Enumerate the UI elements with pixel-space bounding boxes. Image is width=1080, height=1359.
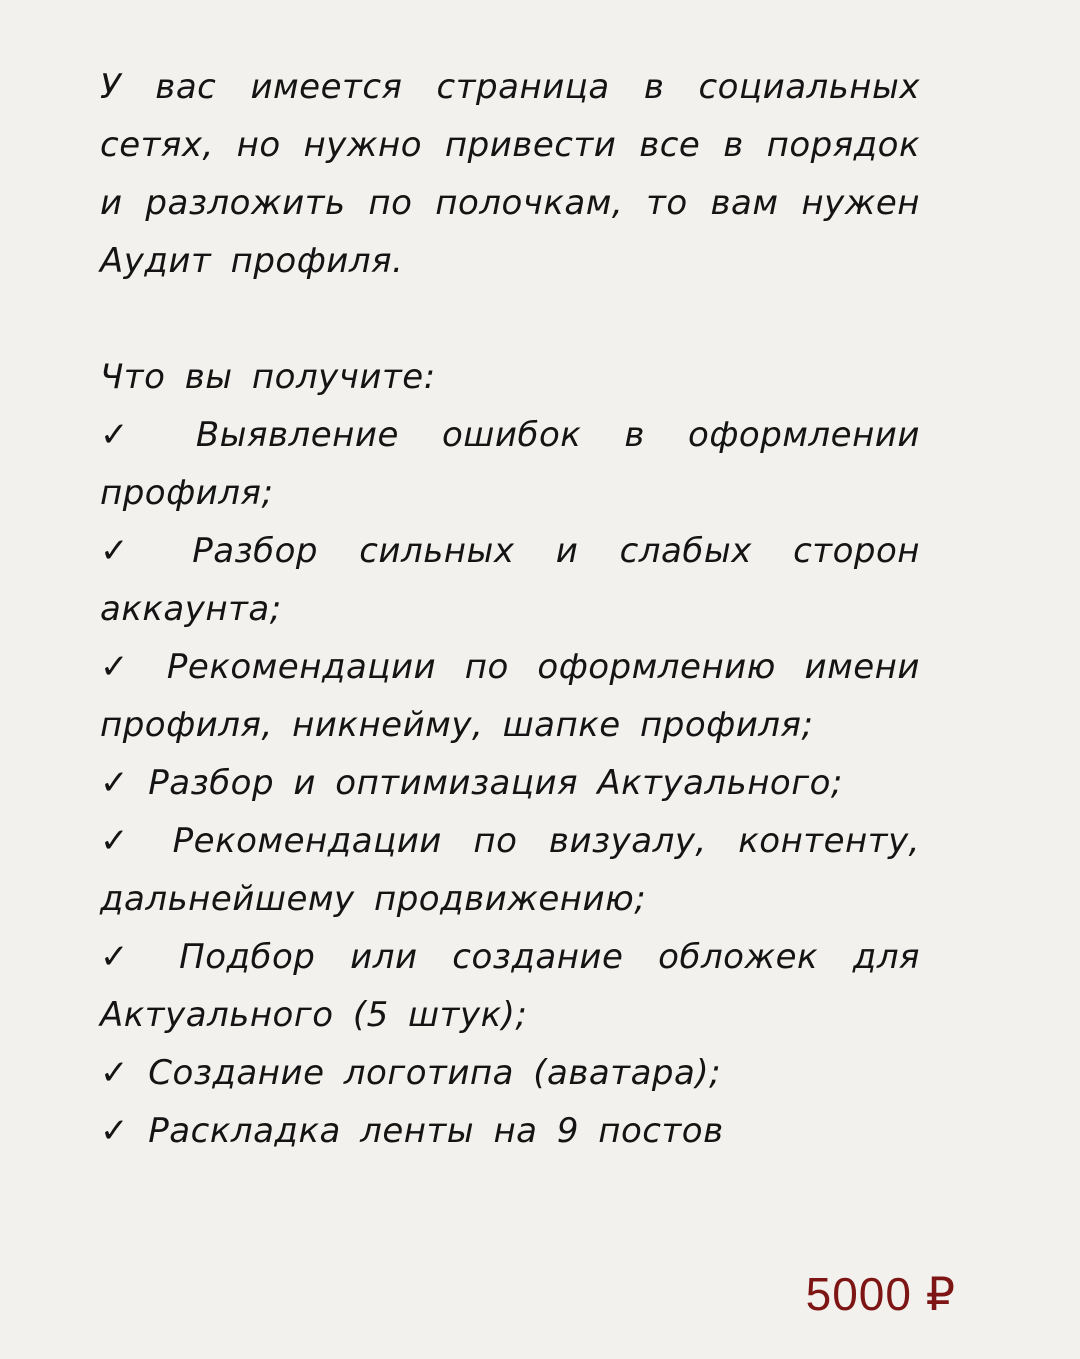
list-item: ✓ Подбор или создание обложек для Актуального (5 штук); <box>100 937 920 1035</box>
offer-text <box>100 58 920 1160</box>
list-item: ✓ Создание логотипа (аватара); <box>100 1053 722 1093</box>
list-item: ✓ Выявление ошибок в оформлении профиля; <box>100 415 920 513</box>
list-item: ✓ Разбор и оптимизация Актуального; <box>100 763 843 803</box>
list-item: ✓ Разбор сильных и слабых сторон аккаунта; <box>100 531 920 629</box>
intro-paragraph: У вас имеется страница в социальных сетях, но нужно привести все в порядок и разложить по полочкам, то вам нужен Аудит профиля. <box>100 67 920 281</box>
list-item: ✓ Рекомендации по визуалу, контенту, дальнейшему продвижению; <box>100 821 920 919</box>
list-item: ✓ Раскладка ленты на 9 постов <box>100 1111 724 1151</box>
list-title: Что вы получите: <box>100 357 436 397</box>
paragraph-gap <box>100 290 920 348</box>
price-label: 5000 ₽ <box>805 1268 956 1320</box>
list-item: ✓ Рекомендации по оформлению имени профиля, никнейму, шапке профиля; <box>100 647 920 745</box>
